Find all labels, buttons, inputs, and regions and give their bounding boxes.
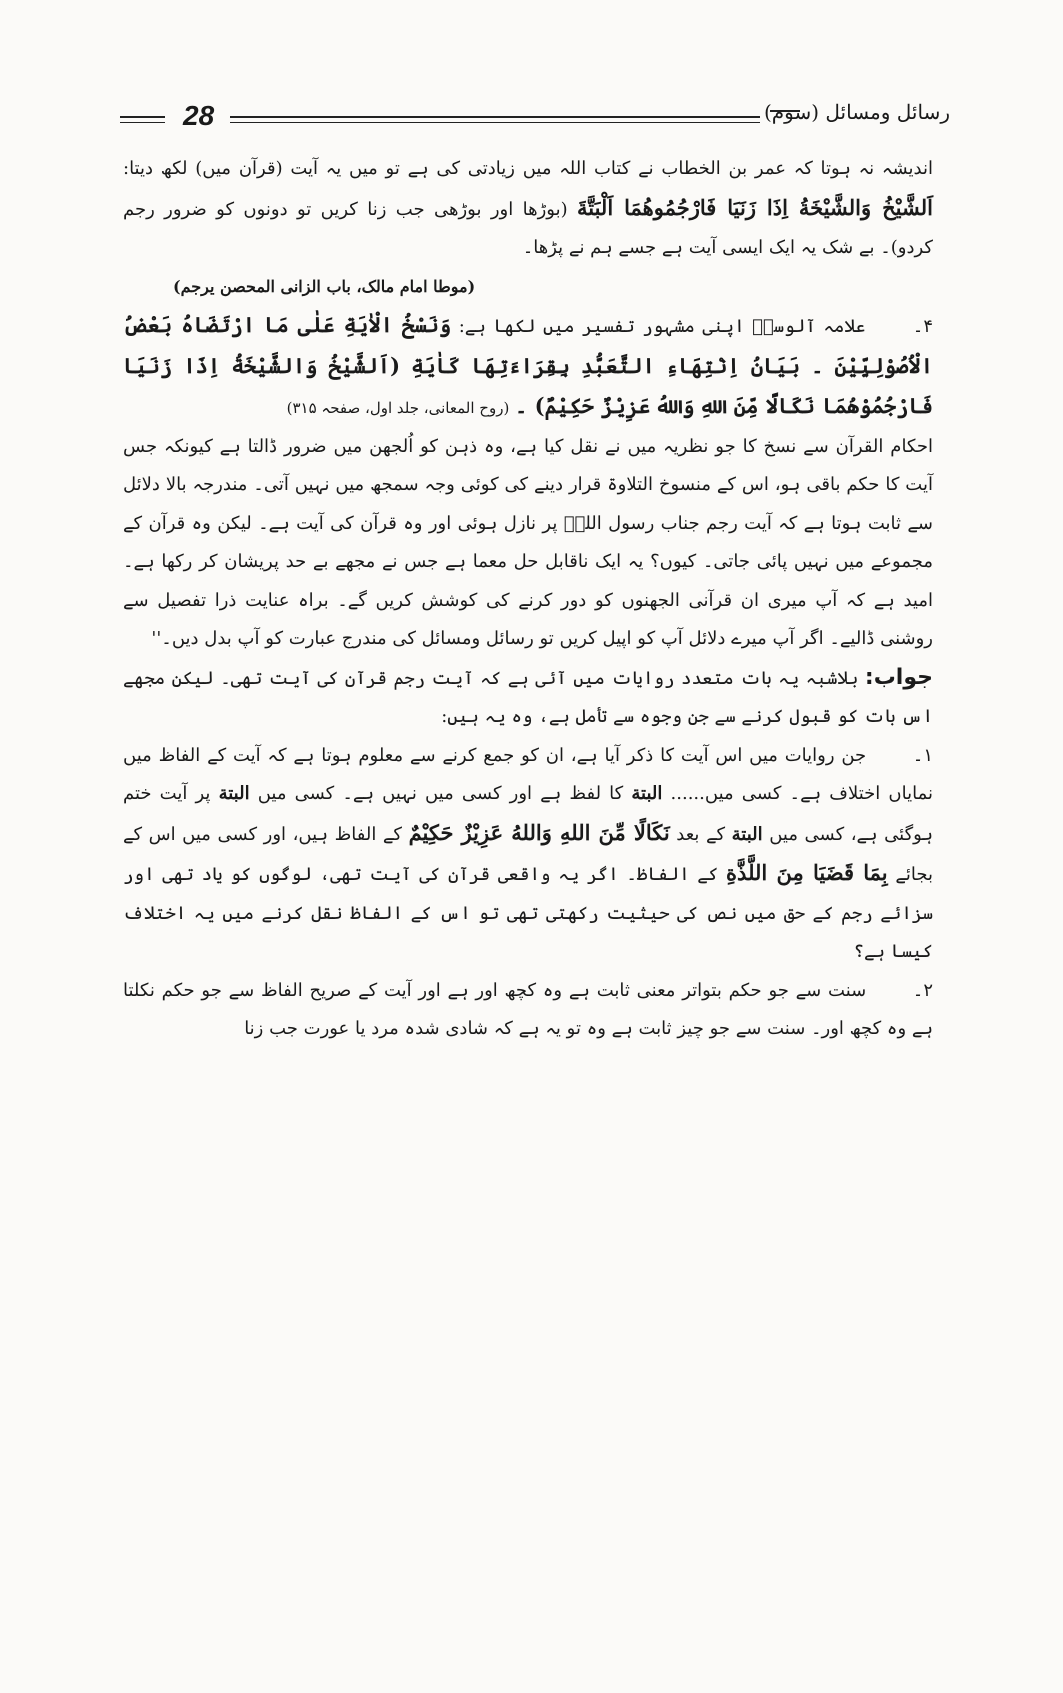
item-1-text-i: کے الفاظ۔ اگر یہ واقعی قرآن کی آیت تھی، لوگوں کو یاد تھی اور سزائے رجم کے حق میں نص کی حیثیت رکھتی تھی تو اس کے الفاظ نقل کرنے میں یہ اختلاف کیسا ہے؟ <box>123 864 933 962</box>
page-header <box>120 100 950 140</box>
item-1-text-g: کے بعد <box>676 823 726 845</box>
item-1-arabic-2: بِمَا قَضَيَا مِنَ اللَّذَّةِ <box>726 860 888 885</box>
header-rule-middle-thin <box>230 122 760 123</box>
item-1-text-c: کا لفظ ہے اور کسی میں نہیں ہے۔ کسی میں <box>257 783 624 804</box>
p1-arabic-verse: اَلشَّيْخُ وَالشَّيْخَةُ اِذَا زَنَيَا فَارْجُمُوهُمَا اَلْبَتَّةَ <box>576 194 933 220</box>
page-body <box>123 150 933 1049</box>
paragraph-2 <box>123 428 933 659</box>
answer-label: جواب: <box>864 664 933 690</box>
header-rule-middle <box>230 116 760 118</box>
header-rule-left <box>120 116 165 118</box>
item-1-term-f: البتة <box>731 823 763 845</box>
page-number: 28 <box>183 100 215 131</box>
item-4-number: ۴۔ <box>912 316 933 337</box>
answer-text: بلاشبہ یہ بات متعدد روایات میں آئی ہے کہ آیت رجم قرآن کی آیت تھی۔ لیکن مجھے اس بات کو قبول کرنے سے جن وجوہ سے تأمل ہے، وہ یہ ہیں: <box>123 667 933 727</box>
reference-ruh-al-maani: (روح المعانی، جلد اول، صفحہ ۳۱۵) <box>286 399 510 417</box>
answer-paragraph <box>123 659 933 737</box>
book-title: رسائل ومسائل (سوم) <box>763 100 950 124</box>
item-1-term-d: البتة <box>218 783 250 804</box>
item-1-text-e: پر آیت ختم ہوگئی ہے، کسی میں <box>123 783 933 845</box>
item-4-arabic-quote: وَنَسْخُ الْاٰيَةِ عَلٰى مَا ارْتَضَاهُ بَعْضُ الْاُصُوْلِيِّيْنَ ۔ بَيَانُ اِنْتِهَاءِ التَّعَبُّدِ بِقِرَاءَتِهَا كَاٰيَةِ (اَلشَّيْخُ وَالشَّيْخَةُ اِذَا زَنَيَا فَارْجُمُوْهُمَا نَكَالًا مِّنَ اللهِ وَاللهُ عَزِيْزٌ حَكِيْمٌ) ۔ <box>123 312 933 418</box>
item-1-arabic-1: نَكَالًا مِّنَ اللهِ وَاللهُ عَزِيْزٌ حَكِيْمٌ <box>408 819 670 845</box>
item-1-term-b: البتة <box>631 783 663 804</box>
item-1-text-a: جن روایات میں اس آیت کا ذکر آیا ہے، ان کو جمع کرنے سے معلوم ہوتا ہے کہ آیت کے الفاظ میں نمایاں اختلاف ہے۔ کسی میں...... <box>123 744 933 804</box>
item-2-text: سنت سے جو حکم بتواتر معنی ثابت ہے وہ کچھ اور ہے اور آیت کے صریح الفاظ سے جو حکم نکلتا ہے وہ کچھ اور۔ سنت سے جو چیز ثابت ہے وہ تو یہ ہے کہ شادی شدہ مرد یا عورت جب زنا <box>123 979 933 1039</box>
p1-text: اندیشہ نہ ہوتا کہ عمر بن الخطاب نے کتاب اللہ میں زیادتی کی ہے تو میں یہ آیت (قرآن میں) لکھ دیتا: <box>123 158 933 179</box>
paragraph-1 <box>123 150 933 268</box>
item-1 <box>123 737 933 972</box>
p1-rest-text: (بوڑھا اور بوڑھی جب زنا کریں تو دونوں کو ضرور رجم کردو)۔ بے شک یہ ایک ایسی آیت ہے جسے ہم نے پڑھا۔ <box>123 198 933 258</box>
item-4-text: علامہ آلوسیؒ اپنی مشہور تفسیر میں لکھا ہے: <box>458 316 866 337</box>
item-4 <box>123 306 933 428</box>
item-2-number: ۲۔ <box>912 979 933 1001</box>
reference-muwatta: (موطا امام مالک، باب الزانی المحصن یرجم) <box>173 276 476 296</box>
item-1-number: ۱۔ <box>912 744 933 766</box>
p2-text: احکام القرآن سے نسخ کا جو نظریہ میں نے نقل کیا ہے، وہ ذہن کو اُلجھن میں ضرور ڈالتا ہے کیونکہ جس آیت کا حکم باقی ہو، اس کے منسوخ التلاوۃ قرار دینے کی کوئی وجہ سمجھ میں نہیں آتی۔ مندرجہ بالا دلائل سے ثابت ہوتا ہے کہ آیت رجم جناب رسول اللہؐ پر نازل ہوئی اور وہ قرآن کی آیت ہے۔ لیکن وہ قرآن کے مجموعے میں نہیں پائی جاتی۔ کیوں؟ یہ ایک ناقابل حل معما ہے جس نے مجھے بے حد پریشان کر رکھا ہے۔ امید ہے کہ آپ میری ان قرآنی الجھنوں کو دور کرنے کی کوشش کریں گے۔ براہ عنایت ذرا تفصیل سے روشنی ڈالیے۔ اگر آپ میرے دلائل آپ کو اپیل کریں تو رسائل ومسائل کی مندرج عبارت کو آپ بدل دیں۔'' <box>123 435 933 649</box>
item-1-text-h: کے الفاظ ہیں، اور کسی میں اس کے بجائے <box>123 823 933 885</box>
header-rule-left-thin <box>120 122 165 123</box>
item-2 <box>123 972 933 1049</box>
